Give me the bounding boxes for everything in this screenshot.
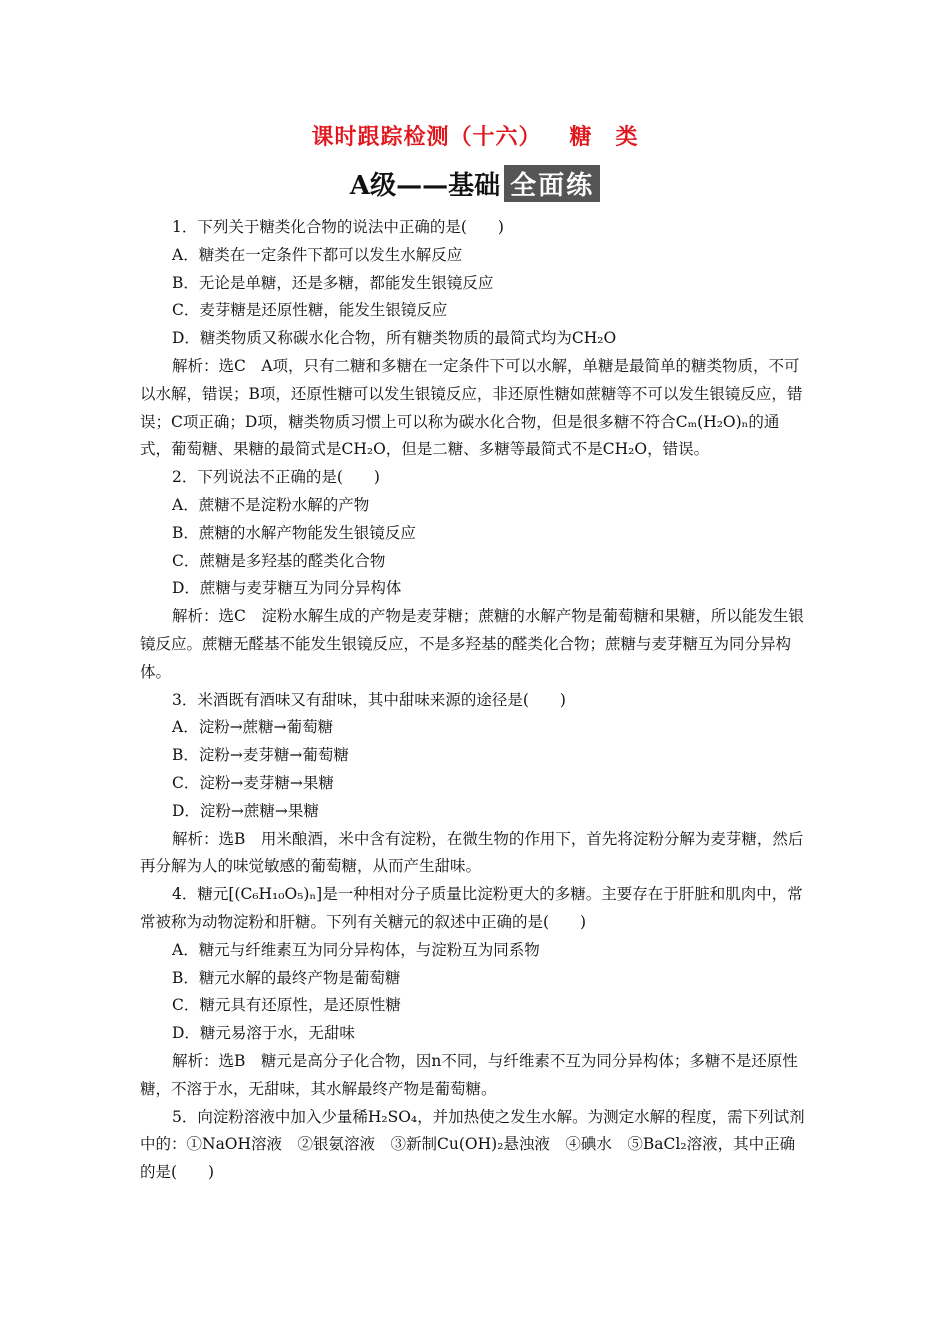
option-c: C．蔗糖是多羟基的醛类化合物 [172, 551, 386, 570]
question-stem: 2．下列说法不正确的是( ) [172, 468, 380, 487]
option-c: C．糖元具有还原性，是还原性糖 [172, 996, 401, 1015]
option-a: A．糖类在一定条件下都可以发生水解反应 [172, 245, 463, 264]
option-d: D．淀粉→蔗糖→果糖 [172, 801, 319, 820]
question-list [140, 214, 810, 1187]
option-b: B．糖元水解的最终产物是葡萄糖 [172, 968, 401, 987]
question-stem: 5．向淀粉溶液中加入少量稀H₂SO₄，并加热使之发生水解。为测定水解的程度，需下列试剂中的：①NaOH溶液 ②银氨溶液 ③新制Cu(OH)₂悬浊液 ④碘水 ⑤BaCl₂溶液，其中正确的是( ) [140, 1107, 805, 1182]
option-b: B．淀粉→麦芽糖→葡萄糖 [172, 746, 349, 765]
question-stem: 3．米酒既有酒味又有甜味，其中甜味来源的途径是( ) [172, 690, 566, 709]
page-title [0, 120, 950, 151]
section-word: 基础 [448, 171, 501, 201]
option-b: B．蔗糖的水解产物能发生银镜反应 [172, 523, 416, 542]
option-a: A．蔗糖不是淀粉水解的产物 [172, 495, 370, 514]
question-stem: 4．糖元[(C₆H₁₀O₅)ₙ]是一种相对分子质量比淀粉更大的多糖。主要存在于肝脏和肌肉中，常常被称为动物淀粉和肝糖。下列有关糖元的叙述中正确的是( ) [140, 885, 803, 931]
option-d: D．糖类物质又称碳水化合物，所有糖类物质的最简式均为CH₂O [172, 329, 617, 348]
option-d: D．蔗糖与麦芽糖互为同分异构体 [172, 579, 402, 598]
title-main: 课时跟踪检测（十六） [311, 125, 542, 150]
section-level: A级 [349, 171, 397, 201]
option-a: A．糖元与纤维素互为同分异构体，与淀粉互为同系物 [172, 940, 540, 959]
section-badge: 全面练 [504, 165, 600, 202]
option-c: C．麦芽糖是还原性糖，能发生银镜反应 [172, 301, 448, 320]
option-c: C．淀粉→麦芽糖→果糖 [172, 773, 334, 792]
option-b: B．无论是单糖，还是多糖，都能发生银镜反应 [172, 273, 494, 292]
title-topic: 糖 类 [569, 125, 639, 150]
analysis: 解析：选B 糖元是高分子化合物，因n不同，与纤维素不互为同分异构体；多糖不是还原性糖，不溶于水，无甜味，其水解最终产物是葡萄糖。 [140, 1051, 798, 1098]
analysis: 解析：选C A项，只有二糖和多糖在一定条件下可以水解，单糖是最简单的糖类物质，不可以水解，错误；B项，还原性糖可以发生银镜反应，非还原性糖如蔗糖等不可以发生银镜反应，错误；C项正确；D项，糖类物质习惯上可以称为碳水化合物，但是很多糖不符合Cₘ(H₂O)ₙ的通式，葡萄糖、果糖的最简式是CH₂O，但是二糖、多糖等最简式不是CH₂O，错误。 [140, 356, 803, 459]
section-heading [0, 165, 950, 202]
option-d: D．糖元易溶于水，无甜味 [172, 1024, 355, 1043]
analysis: 解析：选C 淀粉水解生成的产物是麦芽糖；蔗糖的水解产物是葡萄糖和果糖，所以能发生银镜反应。蔗糖无醛基不能发生银镜反应，不是多羟基的醛类化合物；蔗糖与麦芽糖互为同分异构体。 [140, 607, 804, 681]
section-dash: —— [396, 171, 449, 201]
option-a: A．淀粉→蔗糖→葡萄糖 [172, 718, 334, 737]
analysis: 解析：选B 用米酿酒，米中含有淀粉，在微生物的作用下，首先将淀粉分解为麦芽糖，然后再分解为人的味觉敏感的葡萄糖，从而产生甜味。 [140, 829, 804, 876]
question-stem: 1．下列关于糖类化合物的说法中正确的是( ) [172, 218, 504, 236]
